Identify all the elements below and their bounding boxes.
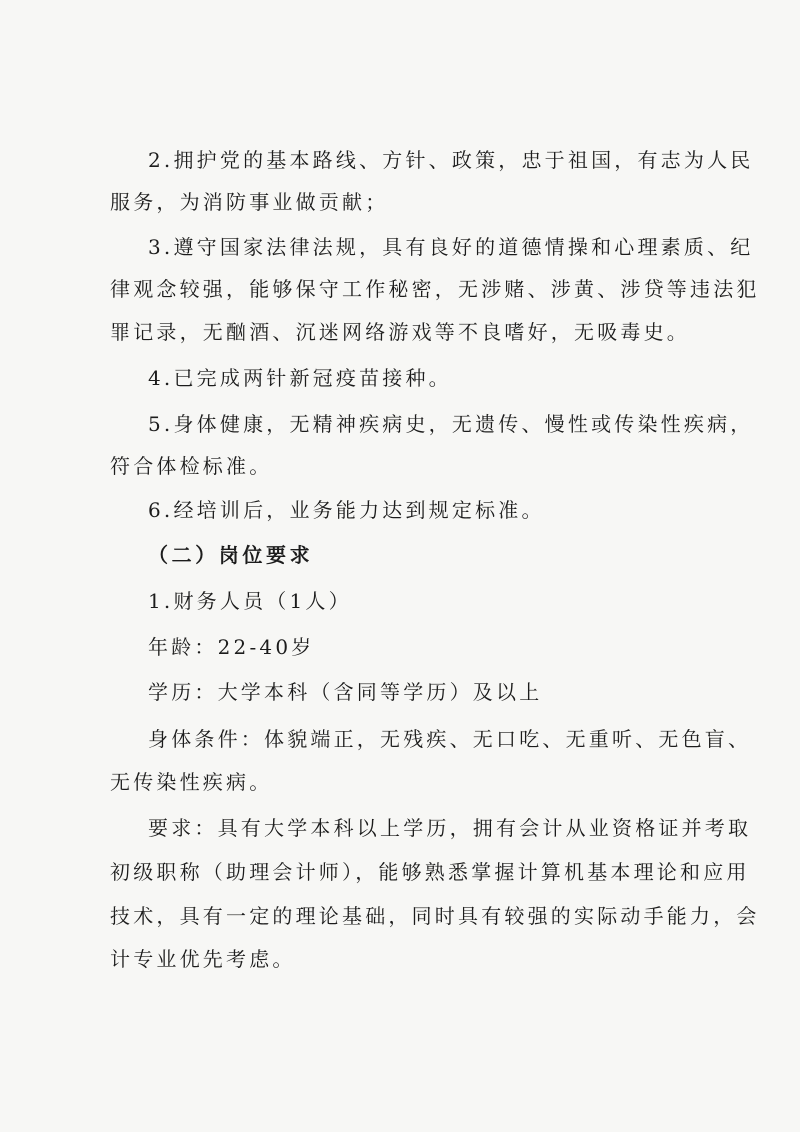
section-heading: （二）岗位要求	[148, 543, 314, 567]
paragraph-line: 罪记录，无酗酒、沉迷网络游戏等不良嗜好，无吸毒史。	[110, 320, 690, 344]
paragraph-line: 要求：具有大学本科以上学历，拥有会计从业资格证并考取	[148, 816, 752, 840]
paragraph-line: 律观念较强，能够保守工作秘密，无涉赌、涉黄、涉贷等违法犯	[110, 277, 760, 301]
paragraph-line: 无传染性疾病。	[110, 770, 273, 794]
paragraph-line: 1.财务人员（1人）	[148, 589, 352, 613]
paragraph-line: 身体条件：体貌端正，无残疾、无口吃、无重听、无色盲、	[148, 727, 752, 751]
paragraph-line: 6.经培训后，业务能力达到规定标准。	[148, 498, 545, 522]
paragraph-line: 年龄：22-40岁	[148, 635, 315, 659]
paragraph-line: 3.遵守国家法律法规，具有良好的道德情操和心理素质、纪	[148, 235, 754, 259]
paragraph-line: 学历：大学本科（含同等学历）及以上	[148, 680, 543, 704]
paragraph-line: 5.身体健康，无精神疾病史，无遗传、慢性或传染性疾病，	[148, 412, 754, 436]
paragraph-line: 服务，为消防事业做贡献；	[110, 190, 389, 214]
paragraph-line: 初级职称（助理会计师），能够熟悉掌握计算机基本理论和应用	[110, 860, 750, 884]
paragraph-line: 2.拥护党的基本路线、方针、政策，忠于祖国，有志为人民	[148, 148, 754, 172]
paragraph-line: 符合体检标准。	[110, 454, 273, 478]
paragraph-line: 技术，具有一定的理论基础，同时具有较强的实际动手能力，会	[110, 904, 760, 928]
paragraph-line: 4.已完成两针新冠疫苗接种。	[148, 366, 452, 390]
paragraph-line: 计专业优先考虑。	[110, 947, 296, 971]
